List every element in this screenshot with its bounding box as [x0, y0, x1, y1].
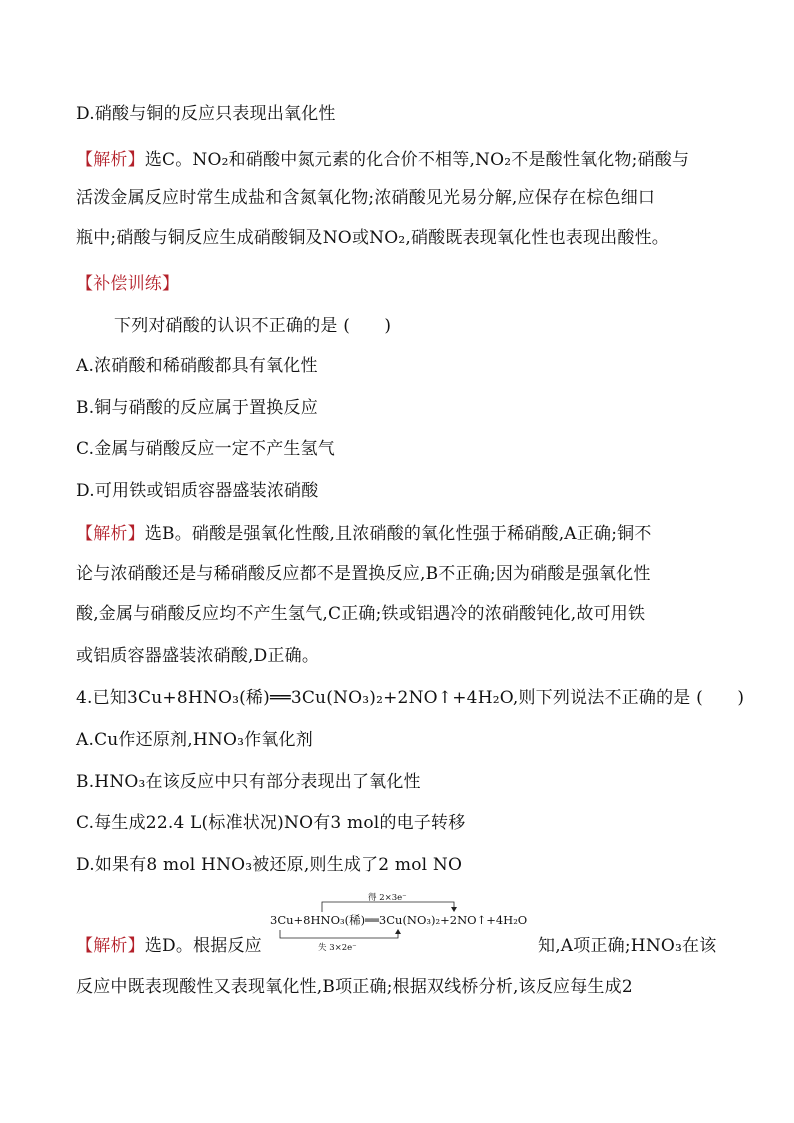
section-heading — [76, 272, 726, 296]
option-d-previous: D.硝酸与铜的反应只表现出氧化性 — [76, 104, 336, 124]
q4-option-b: B.HNO₃在该反应中只有部分表现出了氧化性 — [76, 772, 421, 792]
analysis-line-3: 瓶中;硝酸与铜反应生成硝酸铜及NO或NO₂,硝酸既表现氧化性也表现出酸性。 — [76, 228, 669, 248]
q4-option-c: C.每生成22.4 L(标准状况)NO有3 mol的电子转移 — [76, 813, 466, 833]
option-b: B.铜与硝酸的反应属于置换反应 — [76, 398, 318, 418]
double-bridge-reaction — [270, 890, 540, 956]
analysis-line-8b: 知,A项正确;HNO₃在该 — [538, 936, 717, 956]
analysis-line-9: 反应中既表现酸性又表现氧化性,B项正确;根据双线桥分析,该反应每生成2 — [76, 977, 633, 997]
analysis-line-5: 论与浓硝酸还是与稀硝酸反应都不是置换反应,B不正确;因为硝酸是强氧化性 — [76, 564, 651, 584]
question-stem: 下列对硝酸的认识不正确的是 ( ) — [114, 316, 392, 336]
analysis-tag: 【解析】 — [76, 150, 145, 170]
analysis-line-1: 【解析】选C。NO₂和硝酸中氮元素的化合价不相等,NO₂不是酸性氧化物;硝酸与 — [76, 150, 690, 170]
option-c: C.金属与硝酸反应一定不产生氢气 — [76, 439, 336, 459]
option-d: D.可用铁或铝质容器盛装浓硝酸 — [76, 481, 319, 501]
electron-gain-label: 得 2×3e⁻ — [368, 893, 407, 903]
analysis-line-2: 活泼金属反应时常生成盐和含氮氧化物;浓硝酸见光易分解,应保存在棕色细口 — [76, 188, 656, 208]
q4-option-d: D.如果有8 mol HNO₃被还原,则生成了2 mol NO — [76, 855, 463, 875]
q4-option-a: A.Cu作还原剂,HNO₃作氧化剂 — [76, 730, 313, 750]
reaction-equation: 3Cu+8HNO₃(稀)══3Cu(NO₃)₂+2NO↑+4H₂O — [270, 913, 528, 927]
analysis-line-4: 【解析】选B。硝酸是强氧化性酸,且浓硝酸的氧化性强于稀硝酸,A正确;铜不 — [76, 524, 652, 544]
option-a: A.浓硝酸和稀硝酸都具有氧化性 — [76, 356, 318, 376]
analysis-line-7: 或铝质容器盛装浓硝酸,D正确。 — [76, 646, 320, 666]
electron-loss-label: 失 3×2e⁻ — [318, 943, 357, 953]
compensation-tag: 【补偿训练】 — [76, 274, 180, 294]
question-4-stem: 4.已知3Cu+8HNO₃(稀)══3Cu(NO₃)₂+2NO↑+4H₂O,则下列说法不正确的是 ( ) — [76, 688, 745, 708]
analysis-line-6: 酸,金属与硝酸反应均不产生氢气,C正确;铁或铝遇冷的浓硝酸钝化,故可用铁 — [76, 604, 646, 624]
analysis-line-8a: 【解析】选D。根据反应 — [76, 936, 262, 956]
